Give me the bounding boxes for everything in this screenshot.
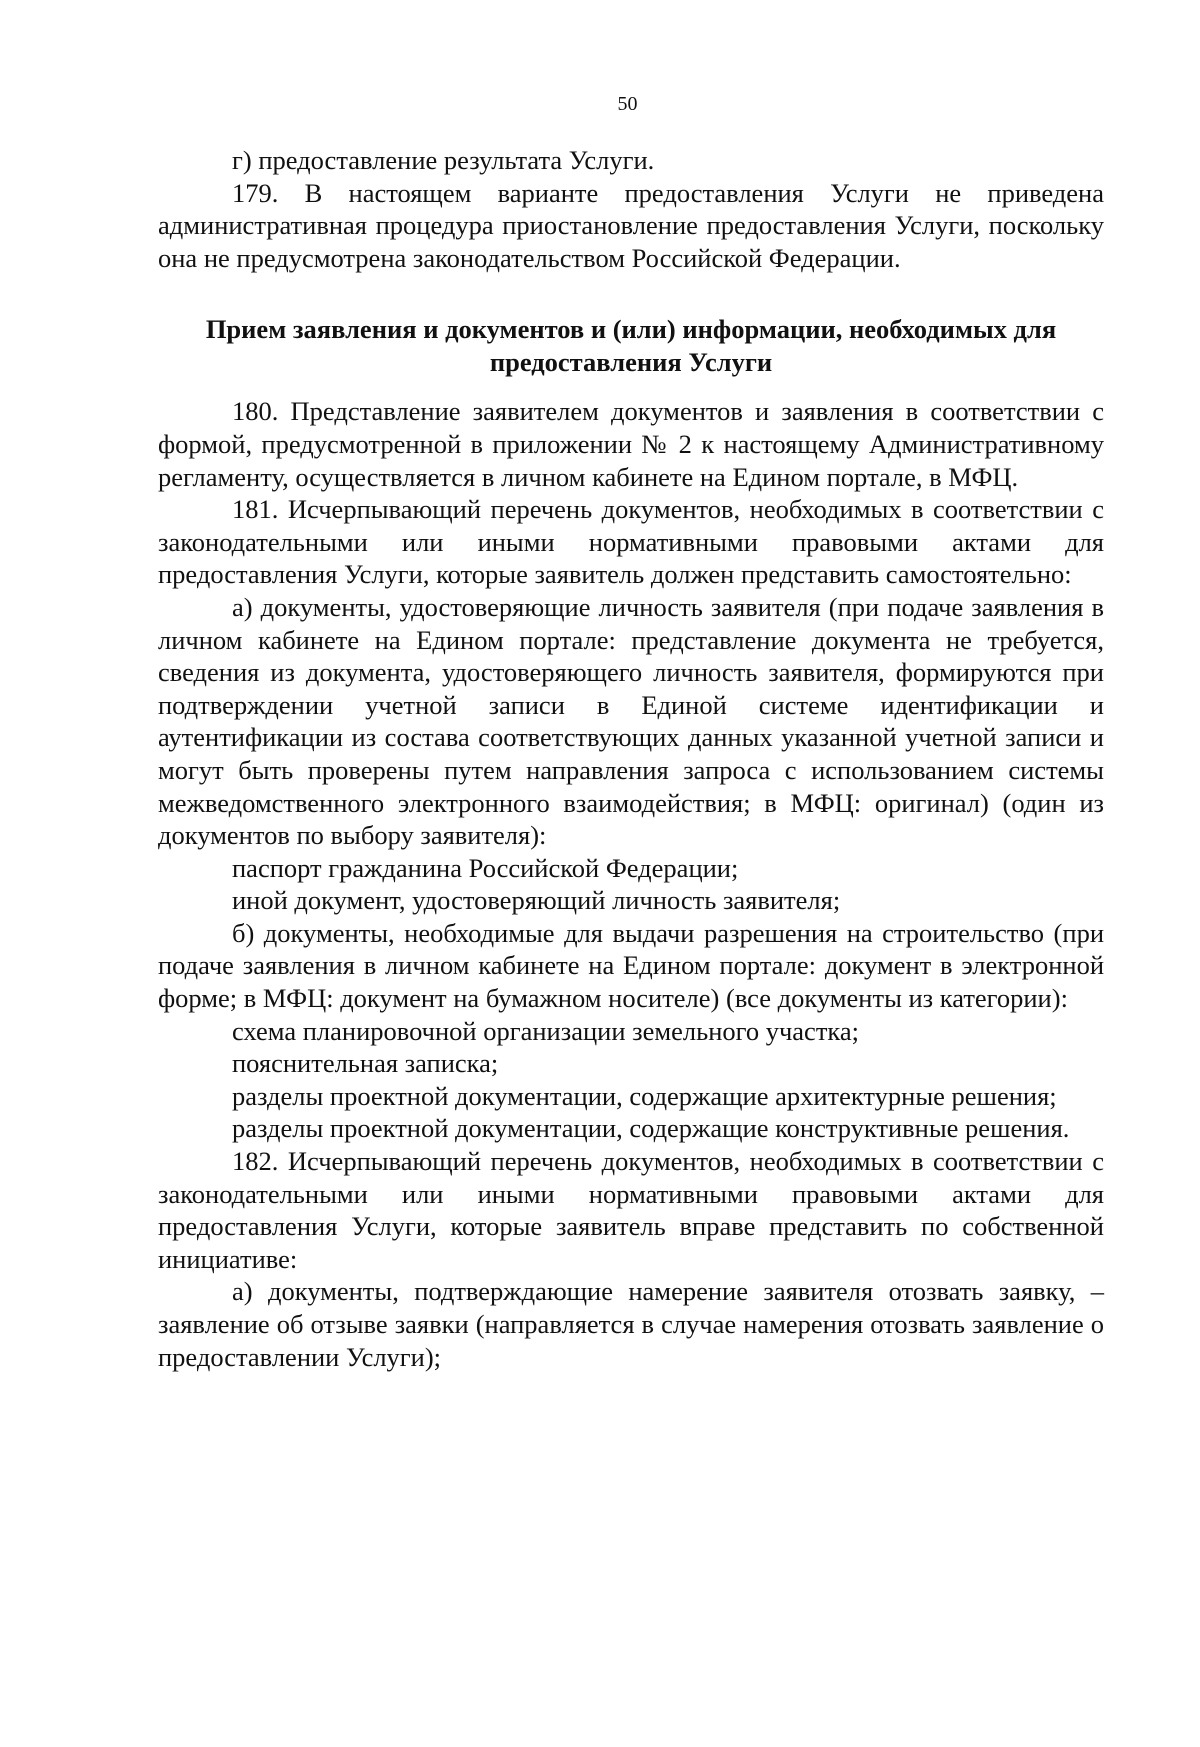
- paragraph-180: 180. Представление заявителем документов и заявления в соответствии с формой, предусмотренной в приложении № 2 к настоящему Административному регламенту, осуществляется в личном кабинете на Едином портале, в МФЦ.: [158, 396, 1104, 492]
- paragraph-182: 182. Исчерпывающий перечень документов, необходимых в соответствии с законодательными или иными нормативными правовыми актами для предоставления Услуги, которые заявитель вправе представить по собственной инициативе:: [158, 1146, 1104, 1274]
- list-item-explanatory-note: пояснительная записка;: [232, 1048, 499, 1079]
- paragraph-181: 181. Исчерпывающий перечень документов, необходимых в соответствии с законодательными или иными нормативными правовыми актами для предоставления Услуги, которые заявитель должен представить самостоятельно:: [158, 494, 1104, 590]
- list-item-site-plan: схема планировочной организации земельного участка;: [232, 1015, 859, 1046]
- list-item-identity-documents: а) документы, удостоверяющие личность заявителя (при подаче заявления в личном кабинете на Едином портале: представление документа не требуется, сведения из документа, удостоверяющего личность заявителя, формируются при подтверждении учетной записи в Единой системе идентификации и аутентификации из состава соответствующих данных указанной учетной записи и могут быть проверены путем направления запроса с использованием системы межведомственного электронного взаимодействия; в МФЦ: оригинал) (один из документов по выбору заявителя):: [158, 591, 1104, 851]
- list-item-other-id: иной документ, удостоверяющий личность заявителя;: [232, 885, 841, 916]
- document-body: [158, 144, 1104, 1373]
- list-item-building-permit-documents: б) документы, необходимые для выдачи разрешения на строительство (при подаче заявления в личном кабинете на Едином портале: документ в электронной форме; в МФЦ: документ на бумажном носителе) (все документы из категории):: [158, 917, 1104, 1014]
- list-item-passport: паспорт гражданина Российской Федерации;: [232, 852, 739, 883]
- page-number: 50: [617, 93, 638, 115]
- list-item-withdrawal-documents: а) документы, подтверждающие намерение заявителя отозвать заявку, – заявление об отзыве заявки (направляется в случае намерения отозвать заявление о предоставлении Услуги);: [158, 1276, 1104, 1372]
- list-item-structural-sections: разделы проектной документации, содержащие конструктивные решения.: [232, 1113, 1070, 1144]
- paragraph-179: 179. В настоящем варианте предоставления Услуги не приведена административная процедура приостановление предоставления Услуги, поскольку она не предусмотрена законодательством Российской Федерации.: [158, 177, 1104, 273]
- list-item-architectural-sections: разделы проектной документации, содержащие архитектурные решения;: [232, 1080, 1057, 1111]
- section-heading: Прием заявления и документов и (или) информации, необходимых для предоставления Услуги: [205, 314, 1057, 378]
- paragraph-result-item: г) предоставление результата Услуги.: [232, 145, 655, 175]
